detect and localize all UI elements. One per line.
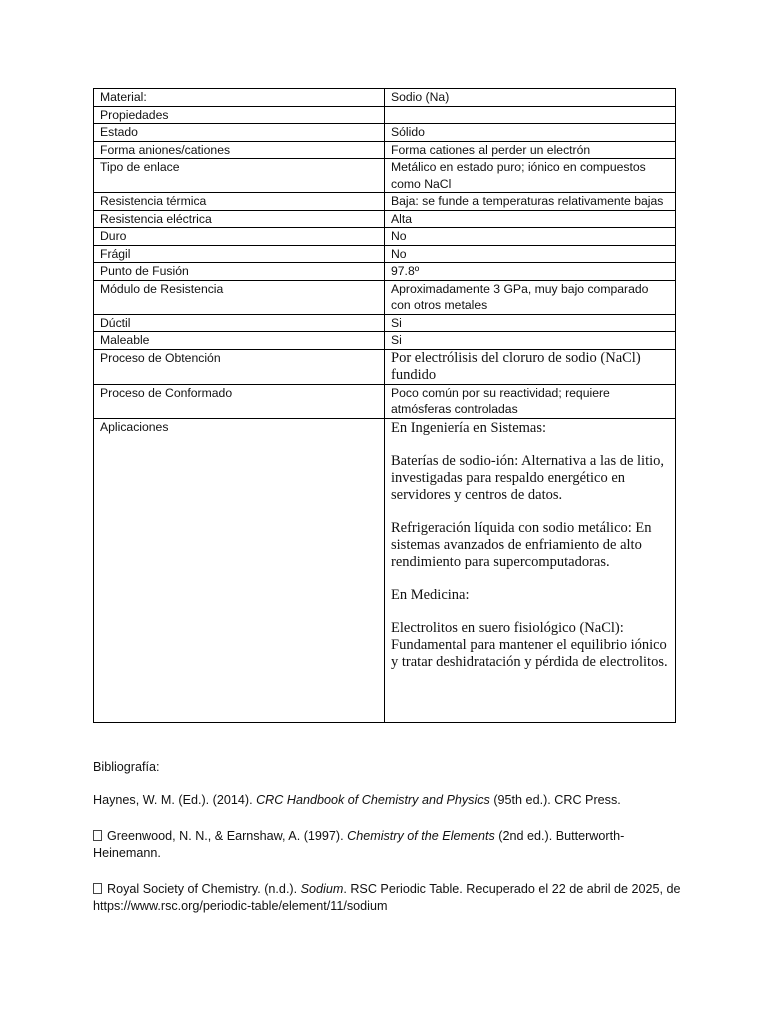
properties-table xyxy=(93,88,676,723)
property-value: Aproximadamente 3 GPa, muy bajo comparado con otros metales xyxy=(385,280,676,314)
applications-paragraph: Electrolitos en suero fisiológico (NaCl): Fundamental para mantener el equilibrio iónico y tratar deshidratación y pérdida de electrolitos. xyxy=(391,619,668,670)
missing-glyph-icon xyxy=(93,830,102,841)
applications-cell xyxy=(385,418,676,722)
bibliography-heading: Bibliografía: xyxy=(93,760,160,774)
ref-authors: Haynes, W. M. (Ed.). (2014). xyxy=(93,793,257,807)
ref-title: Sodium xyxy=(300,882,344,896)
property-name: Resistencia eléctrica xyxy=(94,210,385,228)
property-value: Si xyxy=(385,314,676,332)
property-value: Por electrólisis del cloruro de sodio (NaCl) fundido xyxy=(385,349,676,384)
table-row xyxy=(94,124,676,142)
table-row xyxy=(94,280,676,314)
property-name: Maleable xyxy=(94,332,385,350)
table-row xyxy=(94,263,676,281)
property-value: Forma cationes al perder un electrón xyxy=(385,141,676,159)
property-name: Estado xyxy=(94,124,385,142)
property-value: 97.8º xyxy=(385,263,676,281)
table-row xyxy=(94,193,676,211)
property-name: Resistencia térmica xyxy=(94,193,385,211)
missing-glyph-icon xyxy=(93,883,102,894)
applications-section-heading: En Ingeniería en Sistemas: xyxy=(391,419,547,436)
ref-authors: Royal Society of Chemistry. (n.d.). xyxy=(107,882,301,896)
property-value: Sólido xyxy=(385,124,676,142)
ref-details: (95th ed.). CRC Press. xyxy=(489,793,621,807)
bibliography-entry xyxy=(93,828,683,862)
table-row xyxy=(94,106,676,124)
table-row xyxy=(94,89,676,107)
property-value: Poco común por su reactividad; requiere atmósferas controladas xyxy=(385,384,676,418)
applications-paragraph: Refrigeración líquida con sodio metálico: En sistemas avanzados de enfriamiento de alto rendimiento para supercomputadoras. xyxy=(391,519,652,570)
property-value xyxy=(385,106,676,124)
property-name: Propiedades xyxy=(94,106,385,124)
bibliography-entry xyxy=(93,792,683,809)
property-value: Metálico en estado puro; iónico en compuestos como NaCl xyxy=(385,159,676,193)
ref-authors: Greenwood, N. N., & Earnshaw, A. (1997). xyxy=(107,829,348,843)
property-name: Tipo de enlace xyxy=(94,159,385,193)
ref-details: . RSC Periodic Table. Recuperado el 22 de abril de 2025, de https://www.rsc.org/periodic-table/element/11/sodium xyxy=(93,882,681,913)
table-row xyxy=(94,245,676,263)
property-name: Dúctil xyxy=(94,314,385,332)
property-name: Proceso de Obtención xyxy=(94,349,385,384)
table-row xyxy=(94,349,676,384)
property-value: Sodio (Na) xyxy=(385,89,676,107)
applications-section-heading: En Medicina: xyxy=(391,586,470,603)
property-value: No xyxy=(385,245,676,263)
property-value: Si xyxy=(385,332,676,350)
property-name: Proceso de Conformado xyxy=(94,384,385,418)
property-name: Frágil xyxy=(94,245,385,263)
ref-title: CRC Handbook of Chemistry and Physics xyxy=(256,793,490,807)
applications-paragraph: Baterías de sodio-ión: Alternativa a las de litio, investigadas para respaldo energético en servidores y centros de datos. xyxy=(391,452,665,503)
table-row xyxy=(94,314,676,332)
table-row xyxy=(94,141,676,159)
property-value: Alta xyxy=(385,210,676,228)
table-row xyxy=(94,228,676,246)
table-row xyxy=(94,332,676,350)
ref-title: Chemistry of the Elements xyxy=(347,829,495,843)
property-name: Punto de Fusión xyxy=(94,263,385,281)
property-name: Aplicaciones xyxy=(94,418,385,722)
property-value: Baja: se funde a temperaturas relativamente bajas xyxy=(385,193,676,211)
property-name: Módulo de Resistencia xyxy=(94,280,385,314)
table-row xyxy=(94,418,676,722)
table-row xyxy=(94,384,676,418)
property-name: Duro xyxy=(94,228,385,246)
property-name: Material: xyxy=(94,89,385,107)
table-row xyxy=(94,159,676,193)
table-row xyxy=(94,210,676,228)
ref-details: (2nd ed.). Butterworth-Heinemann. xyxy=(93,829,625,860)
property-name: Forma aniones/cationes xyxy=(94,141,385,159)
bibliography-entry xyxy=(93,881,683,915)
property-value: No xyxy=(385,228,676,246)
